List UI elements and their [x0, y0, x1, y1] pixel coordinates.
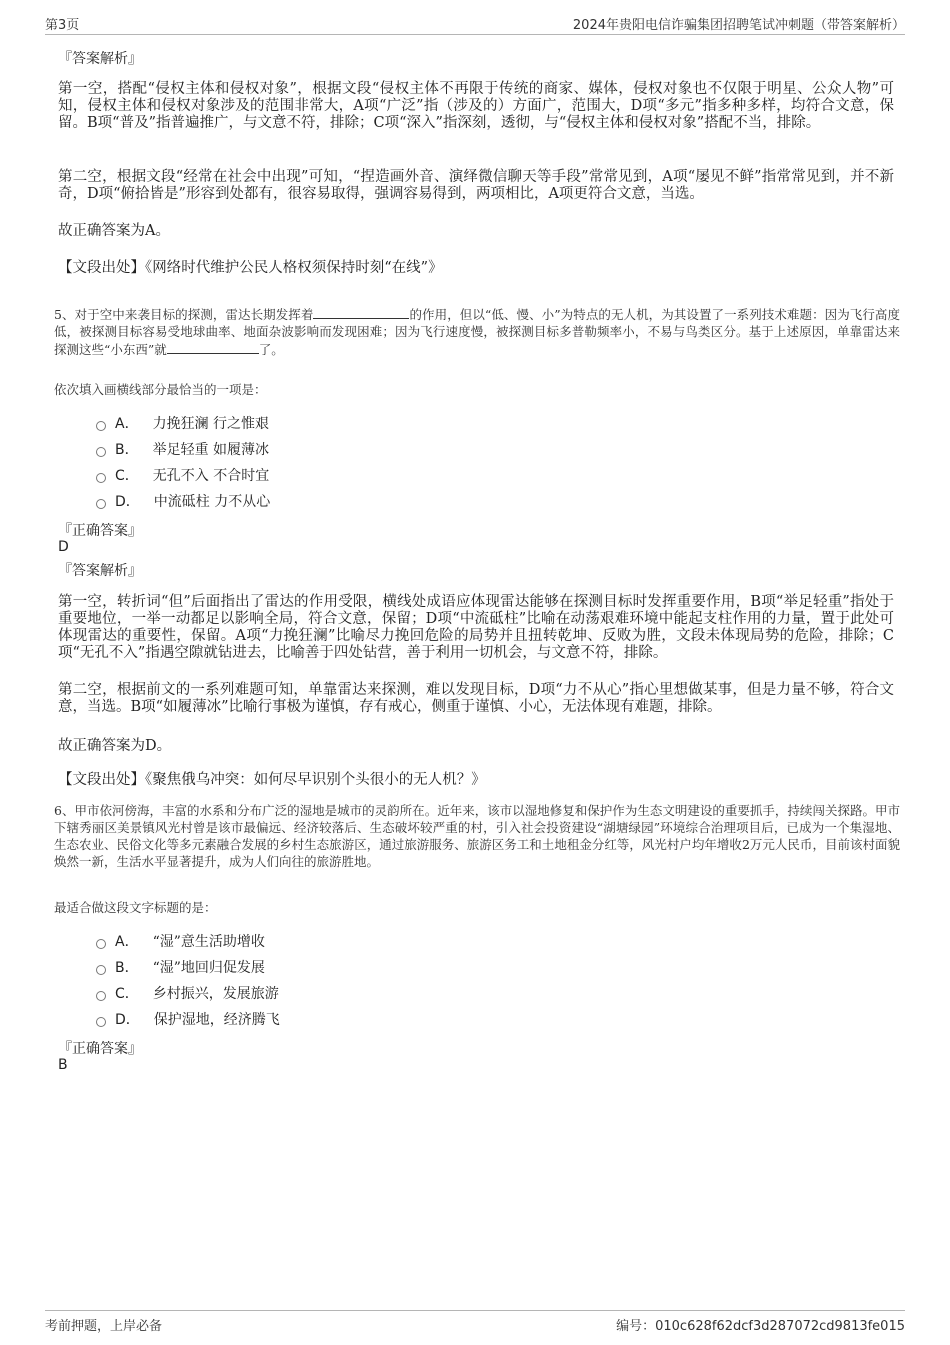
- q4-source: 【文段出处】《网络时代维护公民人格权须保持时刻“在线”》: [58, 260, 443, 276]
- q6-option-a[interactable]: A． “湿”意生活助增收: [96, 928, 280, 954]
- document-title: 2024年贵阳电信诈骗集团招聘笔试冲刺题（带答案解析）: [572, 18, 905, 33]
- q5-blank-1: [313, 305, 409, 319]
- q5-option-c[interactable]: C． 无孔不入 不合时宜: [96, 462, 270, 488]
- q5-option-b[interactable]: B． 举足轻重 如履薄冰: [96, 436, 270, 462]
- q4-analysis-paragraph-2: 第二空，根据文段“经常在社会中出现”可知，“捏造画外音、演绎微信聊天等手段”常常见到，A项“屡见不鲜”指常常见到，并不新奇，D项“俯拾皆是”形容到处都有，很容易取得，强调容易得到，两项相比，A项更符合文意，当选。: [58, 169, 894, 202]
- radio-icon[interactable]: [96, 447, 106, 457]
- q6-prompt: 最适合做这段文字标题的是：: [54, 900, 217, 915]
- q6-option-d[interactable]: D． 保护湿地，经济腾飞: [96, 1006, 280, 1032]
- page-number: 第3页: [45, 18, 80, 33]
- footer-slogan: 考前押题，上岸必备: [45, 1319, 163, 1334]
- document-id: 编号：010c628f62dcf3d287072cd9813fe015: [616, 1319, 905, 1334]
- radio-icon[interactable]: [96, 1017, 106, 1027]
- radio-icon[interactable]: [96, 499, 106, 509]
- radio-icon[interactable]: [96, 939, 106, 949]
- q5-text-part-3: 了。: [258, 342, 284, 357]
- q6-answer-label: 『正确答案』: [58, 1041, 142, 1057]
- q5-source: 【文段出处】《聚焦俄乌冲突：如何尽早识别个头很小的无人机？》: [58, 772, 486, 788]
- q4-conclusion: 故正确答案为A。: [58, 223, 170, 239]
- q5-text-part-2: 的作用，但以“低、慢、小”为特点的无人机，为其设置了一系列技术难题：因为飞行高度低，被探测目标容易受地球曲率、地面杂波影响而发现困难；因为飞行速度慢，被探测目标多普勒频率小，不易与鸟类区分。基于上述原因，单靠雷达来探测这些“小东西”就: [54, 307, 900, 357]
- q5-blank-2: [167, 340, 259, 354]
- page-footer: [45, 1310, 905, 1335]
- q4-analysis-paragraph-1: 第一空，搭配“侵权主体和侵权对象”，根据文段“侵权主体不再限于传统的商家、媒体，侵权对象也不仅限于明星、公众人物”可知，侵权主体和侵权对象涉及的范围非常大，A项“广泛”指（涉及的）方面广，范围大，D项“多元”指多种多样，均符合文意，保留。B项“普及”指普遍推广，与文意不符，排除；C项“深入”指深刻，透彻，与“侵权主体和侵权对象”搭配不当，排除。: [58, 81, 894, 131]
- radio-icon[interactable]: [96, 421, 106, 431]
- q5-option-a[interactable]: A． 力挽狂澜 行之惟艰: [96, 410, 270, 436]
- q5-analysis-paragraph-2: 第二空，根据前文的一系列难题可知，单靠雷达来探测，难以发现目标，D项“力不从心”指心里想做某事，但是力量不够，符合文意，当选。B项“如履薄冰”比喻行事极为谨慎，存有戒心，侧重于谨慎、小心，无法体现有难题，排除。: [58, 682, 894, 715]
- q5-options: [96, 410, 270, 514]
- q5-conclusion: 故正确答案为D。: [58, 738, 172, 754]
- q6-question-text: 6、甲市依河傍海，丰富的水系和分布广泛的湿地是城市的灵韵所在。近年来，该市以湿地修复和保护作为生态文明建设的重要抓手，持续闯关探路。甲市下辖秀丽区美景镇风光村曾是该市最偏远、经济较落后、生态破坏较严重的村，引入社会投资建设“湖塘绿园”环境综合治理项目后，已成为一个集湿地、生态农业、民俗文化等多元素融合发展的乡村生态旅游区，通过旅游服务、旅游区务工和土地租金分红等，风光村户均年增收2万元人民币，目前该村面貌焕然一新，生活水平显著提升，成为人们向往的旅游胜地。: [54, 803, 900, 869]
- q5-question-text: [54, 305, 900, 358]
- radio-icon[interactable]: [96, 991, 106, 1001]
- q5-text-part-1: 5、对于空中来袭目标的探测，雷达长期发挥着: [54, 307, 314, 322]
- q4-analysis-label: 『答案解析』: [58, 51, 142, 67]
- radio-icon[interactable]: [96, 965, 106, 975]
- q6-option-c[interactable]: C． 乡村振兴，发展旅游: [96, 980, 280, 1006]
- q6-answer: B: [58, 1057, 68, 1073]
- q5-analysis-label: 『答案解析』: [58, 563, 142, 579]
- q6-option-b[interactable]: B． “湿”地回归促发展: [96, 954, 280, 980]
- q5-option-d[interactable]: D． 中流砥柱 力不从心: [96, 488, 270, 514]
- q5-analysis-paragraph-1: 第一空，转折词“但”后面指出了雷达的作用受限，横线处成语应体现雷达能够在探测目标时发挥重要作用，B项“举足轻重”指处于重要地位，一举一动都足以影响全局，符合文意，保留；D项“中流砥柱”比喻在动荡艰难环境中能起支柱作用的力量，置于此处可体现雷达的重要性，保留。A项“力挽狂澜”比喻尽力挽回危险的局势并且扭转乾坤、反败为胜，文段未体现局势的危险，排除；C项“无孔不入”指遇空隙就钻进去，比喻善于四处钻营，善于利用一切机会，与文意不符，排除。: [58, 594, 894, 661]
- q6-options: [96, 928, 280, 1032]
- page-header: [45, 12, 905, 35]
- q5-prompt: 依次填入画横线部分最恰当的一项是：: [54, 382, 267, 397]
- q5-answer: D: [58, 539, 69, 555]
- q5-answer-label: 『正确答案』: [58, 523, 142, 539]
- radio-icon[interactable]: [96, 473, 106, 483]
